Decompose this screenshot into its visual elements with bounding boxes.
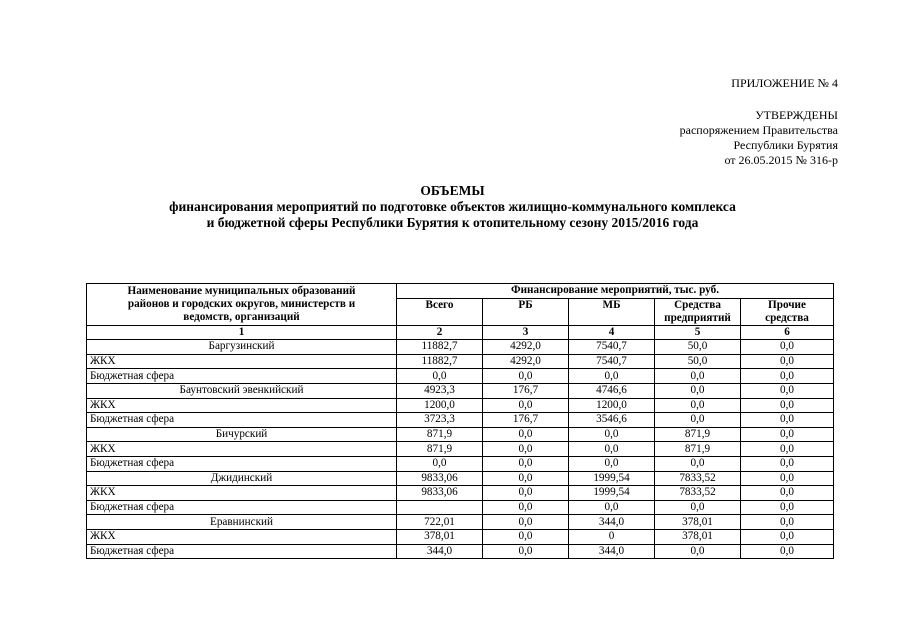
row-value: 0,0 xyxy=(741,515,834,530)
table-row xyxy=(87,544,834,559)
column-number: 6 xyxy=(741,325,834,340)
row-value: 0,0 xyxy=(655,413,741,428)
row-value: 0,0 xyxy=(655,398,741,413)
row-value: 0,0 xyxy=(741,340,834,355)
row-value: 0,0 xyxy=(569,456,655,471)
column-header-enterprise xyxy=(655,298,741,325)
approval-line: от 26.05.2015 № 316-р xyxy=(724,153,838,167)
financing-table xyxy=(86,283,834,559)
appendix-number: ПРИЛОЖЕНИЕ № 4 xyxy=(731,76,838,90)
row-value: 722,01 xyxy=(397,515,483,530)
row-name: Бюджетная сфера xyxy=(87,544,397,559)
row-name: Баунтовский эвенкийский xyxy=(87,383,397,398)
row-value: 0,0 xyxy=(569,500,655,515)
table-row xyxy=(87,456,834,471)
column-header-mb xyxy=(569,298,655,325)
row-value: 11882,7 xyxy=(397,354,483,369)
row-value: 7540,7 xyxy=(569,354,655,369)
row-value: 50,0 xyxy=(655,354,741,369)
row-value: 344,0 xyxy=(397,544,483,559)
row-value: 0,0 xyxy=(569,369,655,384)
row-value: 0,0 xyxy=(741,486,834,501)
row-value: 0,0 xyxy=(655,456,741,471)
table-row xyxy=(87,427,834,442)
row-value: 9833,06 xyxy=(397,486,483,501)
row-value: 1200,0 xyxy=(397,398,483,413)
table-row xyxy=(87,413,834,428)
approval-block xyxy=(680,108,838,168)
row-name: ЖКХ xyxy=(87,442,397,457)
approval-line: распоряжением Правительства xyxy=(679,123,838,137)
row-value: 0,0 xyxy=(483,427,569,442)
row-value: 0,0 xyxy=(397,456,483,471)
header-line: Всего xyxy=(425,298,454,311)
row-value: 1999,54 xyxy=(569,486,655,501)
row-value: 378,01 xyxy=(655,515,741,530)
row-value: 0,0 xyxy=(741,500,834,515)
column-header-total xyxy=(397,298,483,325)
row-value: 0,0 xyxy=(655,544,741,559)
row-name: ЖКХ xyxy=(87,398,397,413)
row-value: 176,7 xyxy=(483,413,569,428)
row-value: 4292,0 xyxy=(483,340,569,355)
column-number: 4 xyxy=(569,325,655,340)
column-header-other xyxy=(741,298,834,325)
row-value: 871,9 xyxy=(397,427,483,442)
row-value: 0,0 xyxy=(483,515,569,530)
approval-line: УТВЕРЖДЕНЫ xyxy=(755,108,838,122)
row-value: 0,0 xyxy=(741,413,834,428)
row-name: Баргузинский xyxy=(87,340,397,355)
row-value: 0,0 xyxy=(569,427,655,442)
row-name: Бюджетная сфера xyxy=(87,413,397,428)
row-value: 871,9 xyxy=(397,442,483,457)
row-value: 50,0 xyxy=(655,340,741,355)
table-row xyxy=(87,471,834,486)
row-name: ЖКХ xyxy=(87,486,397,501)
row-value: 0,0 xyxy=(741,398,834,413)
row-name: Бюджетная сфера xyxy=(87,369,397,384)
row-name: Бюджетная сфера xyxy=(87,456,397,471)
table-body xyxy=(87,325,834,559)
row-value: 0,0 xyxy=(483,456,569,471)
row-value: 9833,06 xyxy=(397,471,483,486)
title-line: ОБЪЕМЫ xyxy=(420,183,485,198)
row-value: 0,0 xyxy=(483,544,569,559)
column-number-row xyxy=(87,325,834,340)
header-line: Наименование муниципальных образований xyxy=(127,284,356,297)
row-value: 0,0 xyxy=(483,442,569,457)
name-column-header xyxy=(87,284,397,326)
row-name: Бюджетная сфера xyxy=(87,500,397,515)
approval-line: Республики Бурятия xyxy=(733,138,838,152)
table-row xyxy=(87,529,834,544)
header-line: ведомств, организаций xyxy=(183,310,300,323)
title-line: финансирования мероприятий по подготовке объектов жилищно-коммунального комплекса xyxy=(169,199,736,214)
document-title xyxy=(0,183,905,231)
row-value: 0,0 xyxy=(741,456,834,471)
header-line: предприятий xyxy=(664,311,731,324)
row-value: 4292,0 xyxy=(483,354,569,369)
table-row xyxy=(87,486,834,501)
row-value: 0,0 xyxy=(483,500,569,515)
row-value: 0,0 xyxy=(741,383,834,398)
row-value: 871,9 xyxy=(655,442,741,457)
row-value: 1999,54 xyxy=(569,471,655,486)
row-value: 0 xyxy=(569,529,655,544)
row-value: 0,0 xyxy=(741,529,834,544)
row-value: 344,0 xyxy=(569,515,655,530)
row-value: 0,0 xyxy=(655,383,741,398)
row-value: 0,0 xyxy=(397,369,483,384)
row-name: ЖКХ xyxy=(87,529,397,544)
row-value: 0,0 xyxy=(741,354,834,369)
column-number: 2 xyxy=(397,325,483,340)
header-line: РБ xyxy=(518,298,533,311)
table-row xyxy=(87,515,834,530)
row-value: 176,7 xyxy=(483,383,569,398)
header-line: Средства xyxy=(674,298,721,311)
row-value: 3546,6 xyxy=(569,413,655,428)
row-value: 0,0 xyxy=(655,369,741,384)
row-value: 0,0 xyxy=(483,529,569,544)
table-row xyxy=(87,500,834,515)
row-value: 0,0 xyxy=(741,471,834,486)
financing-group-header: Финансирование мероприятий, тыс. руб. xyxy=(397,284,834,299)
row-value: 7540,7 xyxy=(569,340,655,355)
row-value: 4746,6 xyxy=(569,383,655,398)
table-row xyxy=(87,354,834,369)
row-value: 378,01 xyxy=(397,529,483,544)
table-row xyxy=(87,398,834,413)
row-value: 3723,3 xyxy=(397,413,483,428)
row-name: Джидинский xyxy=(87,471,397,486)
row-name: Бичурский xyxy=(87,427,397,442)
row-value: 378,01 xyxy=(655,529,741,544)
column-number: 1 xyxy=(87,325,397,340)
row-value: 7833,52 xyxy=(655,486,741,501)
table-row xyxy=(87,383,834,398)
column-header-rb xyxy=(483,298,569,325)
row-value: 0,0 xyxy=(483,369,569,384)
row-value xyxy=(397,500,483,515)
header-line: Прочие xyxy=(768,298,806,311)
row-value: 344,0 xyxy=(569,544,655,559)
row-value: 0,0 xyxy=(741,427,834,442)
row-value: 1200,0 xyxy=(569,398,655,413)
row-name: Еравнинский xyxy=(87,515,397,530)
row-value: 871,9 xyxy=(655,427,741,442)
column-number: 5 xyxy=(655,325,741,340)
row-value: 0,0 xyxy=(741,442,834,457)
row-value: 0,0 xyxy=(483,486,569,501)
row-value: 4923,3 xyxy=(397,383,483,398)
header-line: районов и городских округов, министерств и xyxy=(127,297,356,310)
row-value: 0,0 xyxy=(741,369,834,384)
row-value: 7833,52 xyxy=(655,471,741,486)
row-value: 11882,7 xyxy=(397,340,483,355)
header-line: средства xyxy=(765,311,809,324)
table-row xyxy=(87,442,834,457)
header-line: МБ xyxy=(602,298,621,311)
row-value: 0,0 xyxy=(483,398,569,413)
row-value: 0,0 xyxy=(483,471,569,486)
row-value: 0,0 xyxy=(655,500,741,515)
title-line: и бюджетной сферы Республики Бурятия к отопительному сезону 2015/2016 года xyxy=(206,215,699,230)
column-number: 3 xyxy=(483,325,569,340)
row-value: 0,0 xyxy=(741,544,834,559)
table-row xyxy=(87,369,834,384)
table-row xyxy=(87,340,834,355)
row-name: ЖКХ xyxy=(87,354,397,369)
row-value: 0,0 xyxy=(569,442,655,457)
